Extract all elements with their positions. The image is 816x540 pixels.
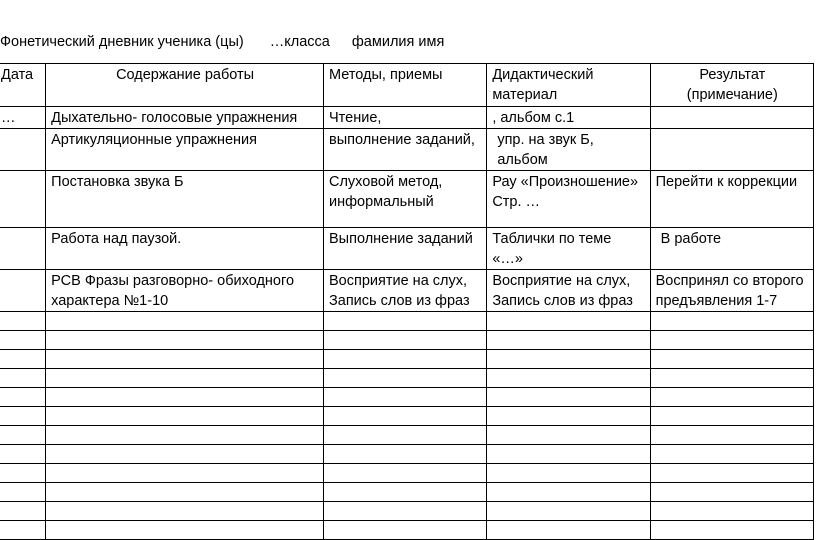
header-content: Содержание работы [46,64,324,107]
heading-class: …класса [269,34,330,50]
empty-cell [0,407,46,426]
cell-methods: Восприятие на слух, Запись слов из фраз [324,270,487,312]
cell-result [650,107,813,129]
empty-cell [324,521,487,540]
empty-cell [650,445,813,464]
empty-table-row [0,445,814,464]
cell-material: Восприятие на слух, Запись слов из фраз [487,270,650,312]
empty-table-row [0,483,814,502]
table-row [0,270,814,312]
empty-cell [324,331,487,350]
cell-date [0,228,46,270]
empty-cell [650,388,813,407]
header-methods: Методы, приемы [324,64,487,107]
empty-cell [0,312,46,331]
cell-methods: выполнение заданий, [324,129,487,171]
cell-methods: Слуховой метод, информальный [324,171,487,228]
heading-title: Фонетический дневник ученика (цы) [0,34,244,50]
cell-content: Работа над паузой. [46,228,324,270]
empty-cell [0,464,46,483]
empty-table-row [0,350,814,369]
empty-table-row [0,312,814,331]
cell-result: Перейти к коррекции [650,171,813,228]
empty-cell [46,407,324,426]
empty-cell [650,331,813,350]
empty-cell [650,521,813,540]
empty-cell [46,445,324,464]
header-date: Дата [0,64,46,107]
empty-table-row [0,388,814,407]
cell-result [650,129,813,171]
heading-student-name: фамилия имя [351,34,445,50]
empty-cell [650,312,813,331]
empty-cell [46,331,324,350]
cell-date [0,171,46,228]
cell-material: упр. на звук Б, альбом [487,129,650,171]
empty-cell [46,464,324,483]
empty-cell [0,521,46,540]
empty-cell [487,426,650,445]
empty-cell [0,350,46,369]
table-row [0,107,814,129]
empty-cell [324,426,487,445]
empty-cell [650,369,813,388]
header-result: Результат (примечание) [650,64,813,107]
cell-content: Дыхательно- голосовые упражнения [46,107,324,129]
empty-cell [487,312,650,331]
empty-table-row [0,521,814,540]
empty-cell [46,388,324,407]
cell-content: Артикуляционные упражнения [46,129,324,171]
empty-cell [0,483,46,502]
empty-table-row [0,502,814,521]
empty-table-row [0,426,814,445]
empty-cell [487,350,650,369]
empty-cell [324,502,487,521]
cell-material: Таблички по теме «…» [487,228,650,270]
empty-cell [46,483,324,502]
empty-cell [46,350,324,369]
empty-cell [0,445,46,464]
empty-cell [46,426,324,445]
empty-cell [46,312,324,331]
empty-cell [324,312,487,331]
empty-cell [324,407,487,426]
empty-cell [0,502,46,521]
empty-table-row [0,331,814,350]
empty-cell [46,521,324,540]
cell-material: Рау «Произношение» Стр. … [487,171,650,228]
phonetic-diary-table [0,63,814,540]
cell-methods: Чтение, [324,107,487,129]
empty-cell [650,426,813,445]
header-material: Дидактический материал [487,64,650,107]
table-row [0,228,814,270]
cell-date: … [0,107,46,129]
empty-cell [0,426,46,445]
empty-cell [650,464,813,483]
empty-cell [46,369,324,388]
empty-cell [324,388,487,407]
empty-table-row [0,407,814,426]
empty-cell [650,350,813,369]
empty-cell [487,407,650,426]
empty-cell [487,483,650,502]
table-row [0,171,814,228]
document-heading [0,34,444,50]
empty-table-row [0,369,814,388]
empty-cell [324,369,487,388]
cell-result: В работе [650,228,813,270]
empty-cell [650,502,813,521]
table-header-row [0,64,814,107]
cell-methods: Выполнение заданий [324,228,487,270]
empty-cell [487,331,650,350]
empty-cell [324,464,487,483]
empty-cell [0,388,46,407]
empty-cell [487,502,650,521]
cell-material: , альбом с.1 [487,107,650,129]
empty-cell [324,350,487,369]
empty-cell [324,445,487,464]
cell-content: РСВ Фразы разговорно- обиходного характера №1-10 [46,270,324,312]
table-row [0,129,814,171]
cell-result: Воспринял со второго предъявления 1-7 [650,270,813,312]
cell-date [0,270,46,312]
empty-cell [487,369,650,388]
empty-cell [650,483,813,502]
empty-cell [0,331,46,350]
empty-table-row [0,464,814,483]
empty-cell [487,388,650,407]
empty-cell [487,464,650,483]
cell-content: Постановка звука Б [46,171,324,228]
empty-cell [324,483,487,502]
empty-cell [0,369,46,388]
empty-cell [487,445,650,464]
empty-cell [487,521,650,540]
empty-cell [46,502,324,521]
cell-date [0,129,46,171]
empty-cell [650,407,813,426]
